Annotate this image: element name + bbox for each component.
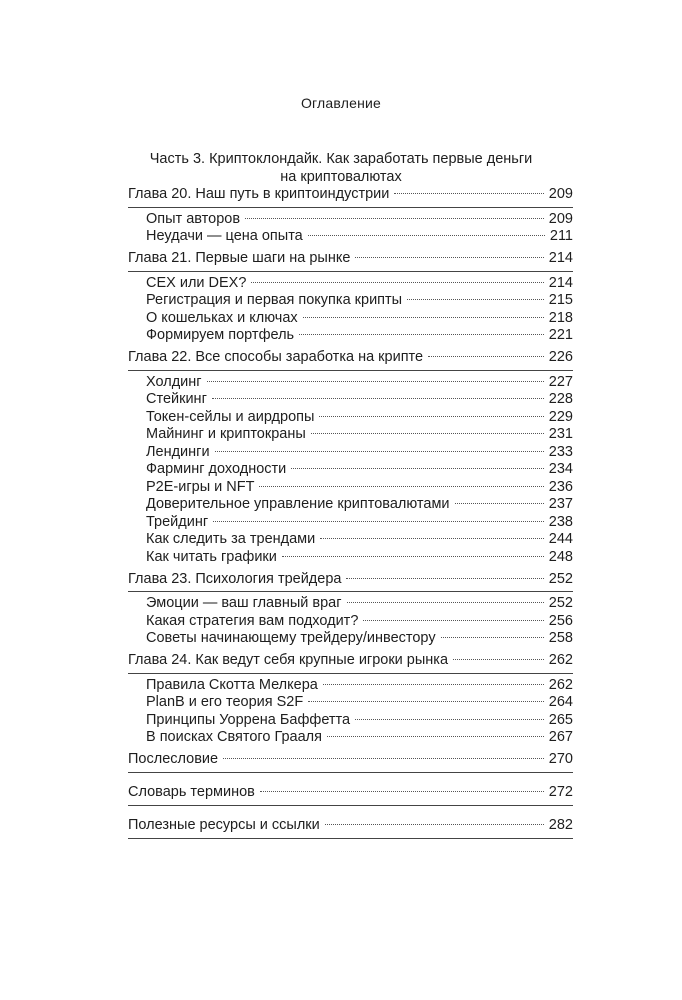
- subsection-entry-title: Советы начинающему трейдеру/инвестору: [146, 630, 436, 646]
- chapter-entry-page-number: 262: [548, 652, 573, 668]
- dot-leader: [327, 736, 544, 737]
- end-section-entry-title: Полезные ресурсы и ссылки: [128, 817, 320, 833]
- subsection-entry-page-number: 267: [548, 729, 573, 745]
- subsection-entry[interactable]: [128, 310, 573, 328]
- subsection-entry[interactable]: [128, 479, 573, 497]
- subsection-entry-page-number: 248: [548, 548, 573, 565]
- chapter-entry-page-number: 214: [548, 250, 573, 266]
- subsection-entry[interactable]: [128, 391, 573, 409]
- dot-leader: [320, 538, 544, 539]
- chapter-entry-page-number: 226: [548, 349, 573, 365]
- dot-leader: [207, 381, 544, 382]
- subsection-entry-page-number: 227: [548, 373, 573, 390]
- subsection-entry-title: Холдинг: [146, 373, 202, 390]
- subsection-entry-title: Опыт авторов: [146, 210, 241, 227]
- dot-leader: [251, 282, 543, 283]
- subsection-entry[interactable]: [128, 426, 573, 444]
- dot-leader: [303, 317, 544, 318]
- subsection-entry-title: Токен-сейлы и аирдропы: [146, 408, 315, 425]
- dot-leader: [311, 433, 544, 434]
- subsection-entry-page-number: 262: [548, 676, 573, 693]
- subsection-entry-page-number: 228: [548, 391, 573, 407]
- end-section-entry[interactable]: [128, 784, 573, 802]
- subsection-entry[interactable]: [128, 549, 573, 567]
- section-divider: [128, 772, 573, 773]
- subsection-entry-title: Регистрация и первая покупка крипты: [146, 292, 403, 308]
- subsection-entry[interactable]: [128, 374, 573, 392]
- chapter-entry-title: Глава 22. Все способы заработка на крипте: [128, 349, 424, 365]
- subsection-entry[interactable]: [128, 630, 573, 648]
- section-divider: [128, 673, 573, 674]
- subsection-entry[interactable]: [128, 677, 573, 695]
- dot-leader: [346, 578, 543, 579]
- subsection-entry-page-number: 209: [548, 210, 573, 227]
- chapter-entry-title: Глава 21. Первые шаги на рынке: [128, 250, 351, 266]
- subsection-entry-title: PlanB и его теория S2F: [146, 694, 304, 710]
- chapter-entry[interactable]: [128, 250, 573, 268]
- dot-leader: [394, 193, 543, 194]
- subsection-entry-page-number: 218: [548, 309, 573, 326]
- end-section-entry-page-number: 270: [548, 751, 573, 767]
- subsection-entry[interactable]: [128, 409, 573, 427]
- chapter-entry-title: Глава 24. Как ведут себя крупные игроки рынка: [128, 652, 449, 668]
- subsection-entry[interactable]: [128, 613, 573, 631]
- subsection-entry-page-number: 264: [548, 694, 573, 710]
- subsection-entry[interactable]: [128, 496, 573, 514]
- subsection-entry[interactable]: [128, 531, 573, 549]
- dot-leader: [260, 791, 544, 792]
- subsection-entry-page-number: 258: [548, 630, 573, 646]
- subsection-entry-page-number: 238: [548, 513, 573, 530]
- dot-leader: [215, 451, 544, 452]
- dot-leader: [213, 521, 544, 522]
- subsection-entry-title: Какая стратегия вам подходит?: [146, 612, 359, 629]
- subsection-entry[interactable]: [128, 712, 573, 730]
- subsection-entry-title: Лендинги: [146, 443, 210, 460]
- chapter-entry[interactable]: [128, 349, 573, 367]
- subsection-entry-title: P2E-игры и NFT: [146, 478, 255, 495]
- section-divider: [128, 805, 573, 806]
- dot-leader: [407, 299, 544, 300]
- subsection-entry[interactable]: [128, 595, 573, 613]
- section-divider: [128, 207, 573, 208]
- subsection-entry-page-number: 211: [549, 228, 573, 244]
- subsection-entry-title: Принципы Уоррена Баффетта: [146, 711, 351, 728]
- subsection-entry-title: Эмоции — ваш главный враг: [146, 595, 342, 611]
- subsection-entry-page-number: 237: [548, 496, 573, 512]
- subsection-entry-page-number: 229: [548, 408, 573, 425]
- subsection-entry[interactable]: [128, 292, 573, 310]
- chapter-entry[interactable]: [128, 186, 573, 204]
- part-title-line-2: на криптовалютах: [280, 169, 402, 185]
- dot-leader: [291, 468, 544, 469]
- subsection-entry-title: Майнинг и криптокраны: [146, 426, 306, 442]
- subsection-entry-page-number: 244: [548, 531, 573, 547]
- section-divider: [128, 271, 573, 272]
- dot-leader: [355, 257, 543, 258]
- dot-leader: [428, 356, 544, 357]
- page-title: Оглавление: [300, 95, 382, 111]
- subsection-entry[interactable]: [128, 211, 573, 229]
- section-spacer: [128, 809, 573, 813]
- dot-leader: [453, 659, 544, 660]
- end-section-entry[interactable]: [128, 751, 573, 769]
- subsection-entry-page-number: 252: [548, 595, 573, 611]
- subsection-entry-page-number: 265: [548, 711, 573, 728]
- subsection-entry-title: Формируем портфель: [146, 327, 295, 343]
- subsection-entry-title: В поисках Святого Грааля: [146, 729, 322, 745]
- subsection-entry[interactable]: [128, 327, 573, 345]
- dot-leader: [308, 235, 545, 236]
- subsection-entry[interactable]: [128, 729, 573, 747]
- dot-leader: [441, 637, 544, 638]
- subsection-entry-page-number: 234: [548, 461, 573, 477]
- chapter-entry-page-number: 252: [548, 570, 573, 587]
- dot-leader: [323, 684, 544, 685]
- section-divider: [128, 370, 573, 371]
- subsection-entry-title: Фарминг доходности: [146, 461, 287, 477]
- section-divider: [128, 838, 573, 839]
- dot-leader: [299, 334, 544, 335]
- subsection-entry[interactable]: [128, 461, 573, 479]
- subsection-entry-title: CEX или DEX?: [146, 274, 247, 291]
- end-section-entry-page-number: 282: [548, 817, 573, 833]
- subsection-entry-title: Как читать графики: [146, 548, 277, 565]
- subsection-entry-title: Неудачи — цена опыта: [146, 228, 303, 244]
- dot-leader: [363, 620, 543, 621]
- part-title-line-1: Часть 3. Криптоклондайк. Как заработать первые деньги: [149, 151, 533, 167]
- chapter-entry-title: Глава 20. Наш путь в криптоиндустрии: [128, 186, 390, 202]
- dot-leader: [325, 824, 544, 825]
- dot-leader: [308, 701, 544, 702]
- chapter-entry[interactable]: [128, 652, 573, 670]
- dot-leader: [319, 416, 543, 417]
- chapter-entry-title: Глава 23. Психология трейдера: [128, 570, 342, 587]
- dot-leader: [245, 218, 544, 219]
- end-section-entry-title: Послесловие: [128, 751, 219, 767]
- subsection-entry-title: Правила Скотта Мелкера: [146, 676, 318, 693]
- dot-leader: [212, 398, 544, 399]
- end-section-entry[interactable]: [128, 817, 573, 835]
- subsection-entry[interactable]: [128, 228, 573, 246]
- section-spacer: [128, 776, 573, 780]
- subsection-entry-page-number: 214: [548, 274, 573, 291]
- dot-leader: [282, 556, 544, 557]
- subsection-entry-page-number: 231: [548, 426, 573, 442]
- section-divider: [128, 591, 573, 592]
- subsection-entry[interactable]: [128, 514, 573, 532]
- subsection-entry-page-number: 215: [548, 292, 573, 308]
- dot-leader: [455, 503, 544, 504]
- dot-leader: [259, 486, 543, 487]
- subsection-entry[interactable]: [128, 694, 573, 712]
- chapter-entry[interactable]: [128, 571, 573, 589]
- dot-leader: [347, 602, 544, 603]
- subsection-entry-title: Трейдинг: [146, 513, 209, 530]
- end-section-entry-title: Словарь терминов: [128, 784, 255, 800]
- table-of-contents: [128, 186, 573, 842]
- subsection-entry-page-number: 233: [548, 443, 573, 460]
- dot-leader: [355, 719, 544, 720]
- subsection-entry[interactable]: [128, 444, 573, 462]
- subsection-entry-page-number: 236: [548, 478, 573, 495]
- end-section-entry-page-number: 272: [548, 784, 573, 800]
- subsection-entry-page-number: 256: [548, 612, 573, 629]
- subsection-entry-title: Доверительное управление криптовалютами: [146, 496, 450, 512]
- subsection-entry-title: О кошельках и ключах: [146, 309, 298, 326]
- subsection-entry-title: Стейкинг: [146, 391, 207, 407]
- dot-leader: [223, 758, 544, 759]
- subsection-entry-page-number: 221: [548, 327, 573, 343]
- part-title: [0, 150, 682, 186]
- subsection-entry[interactable]: [128, 275, 573, 293]
- subsection-entry-title: Как следить за трендами: [146, 531, 316, 547]
- chapter-entry-page-number: 209: [548, 186, 573, 202]
